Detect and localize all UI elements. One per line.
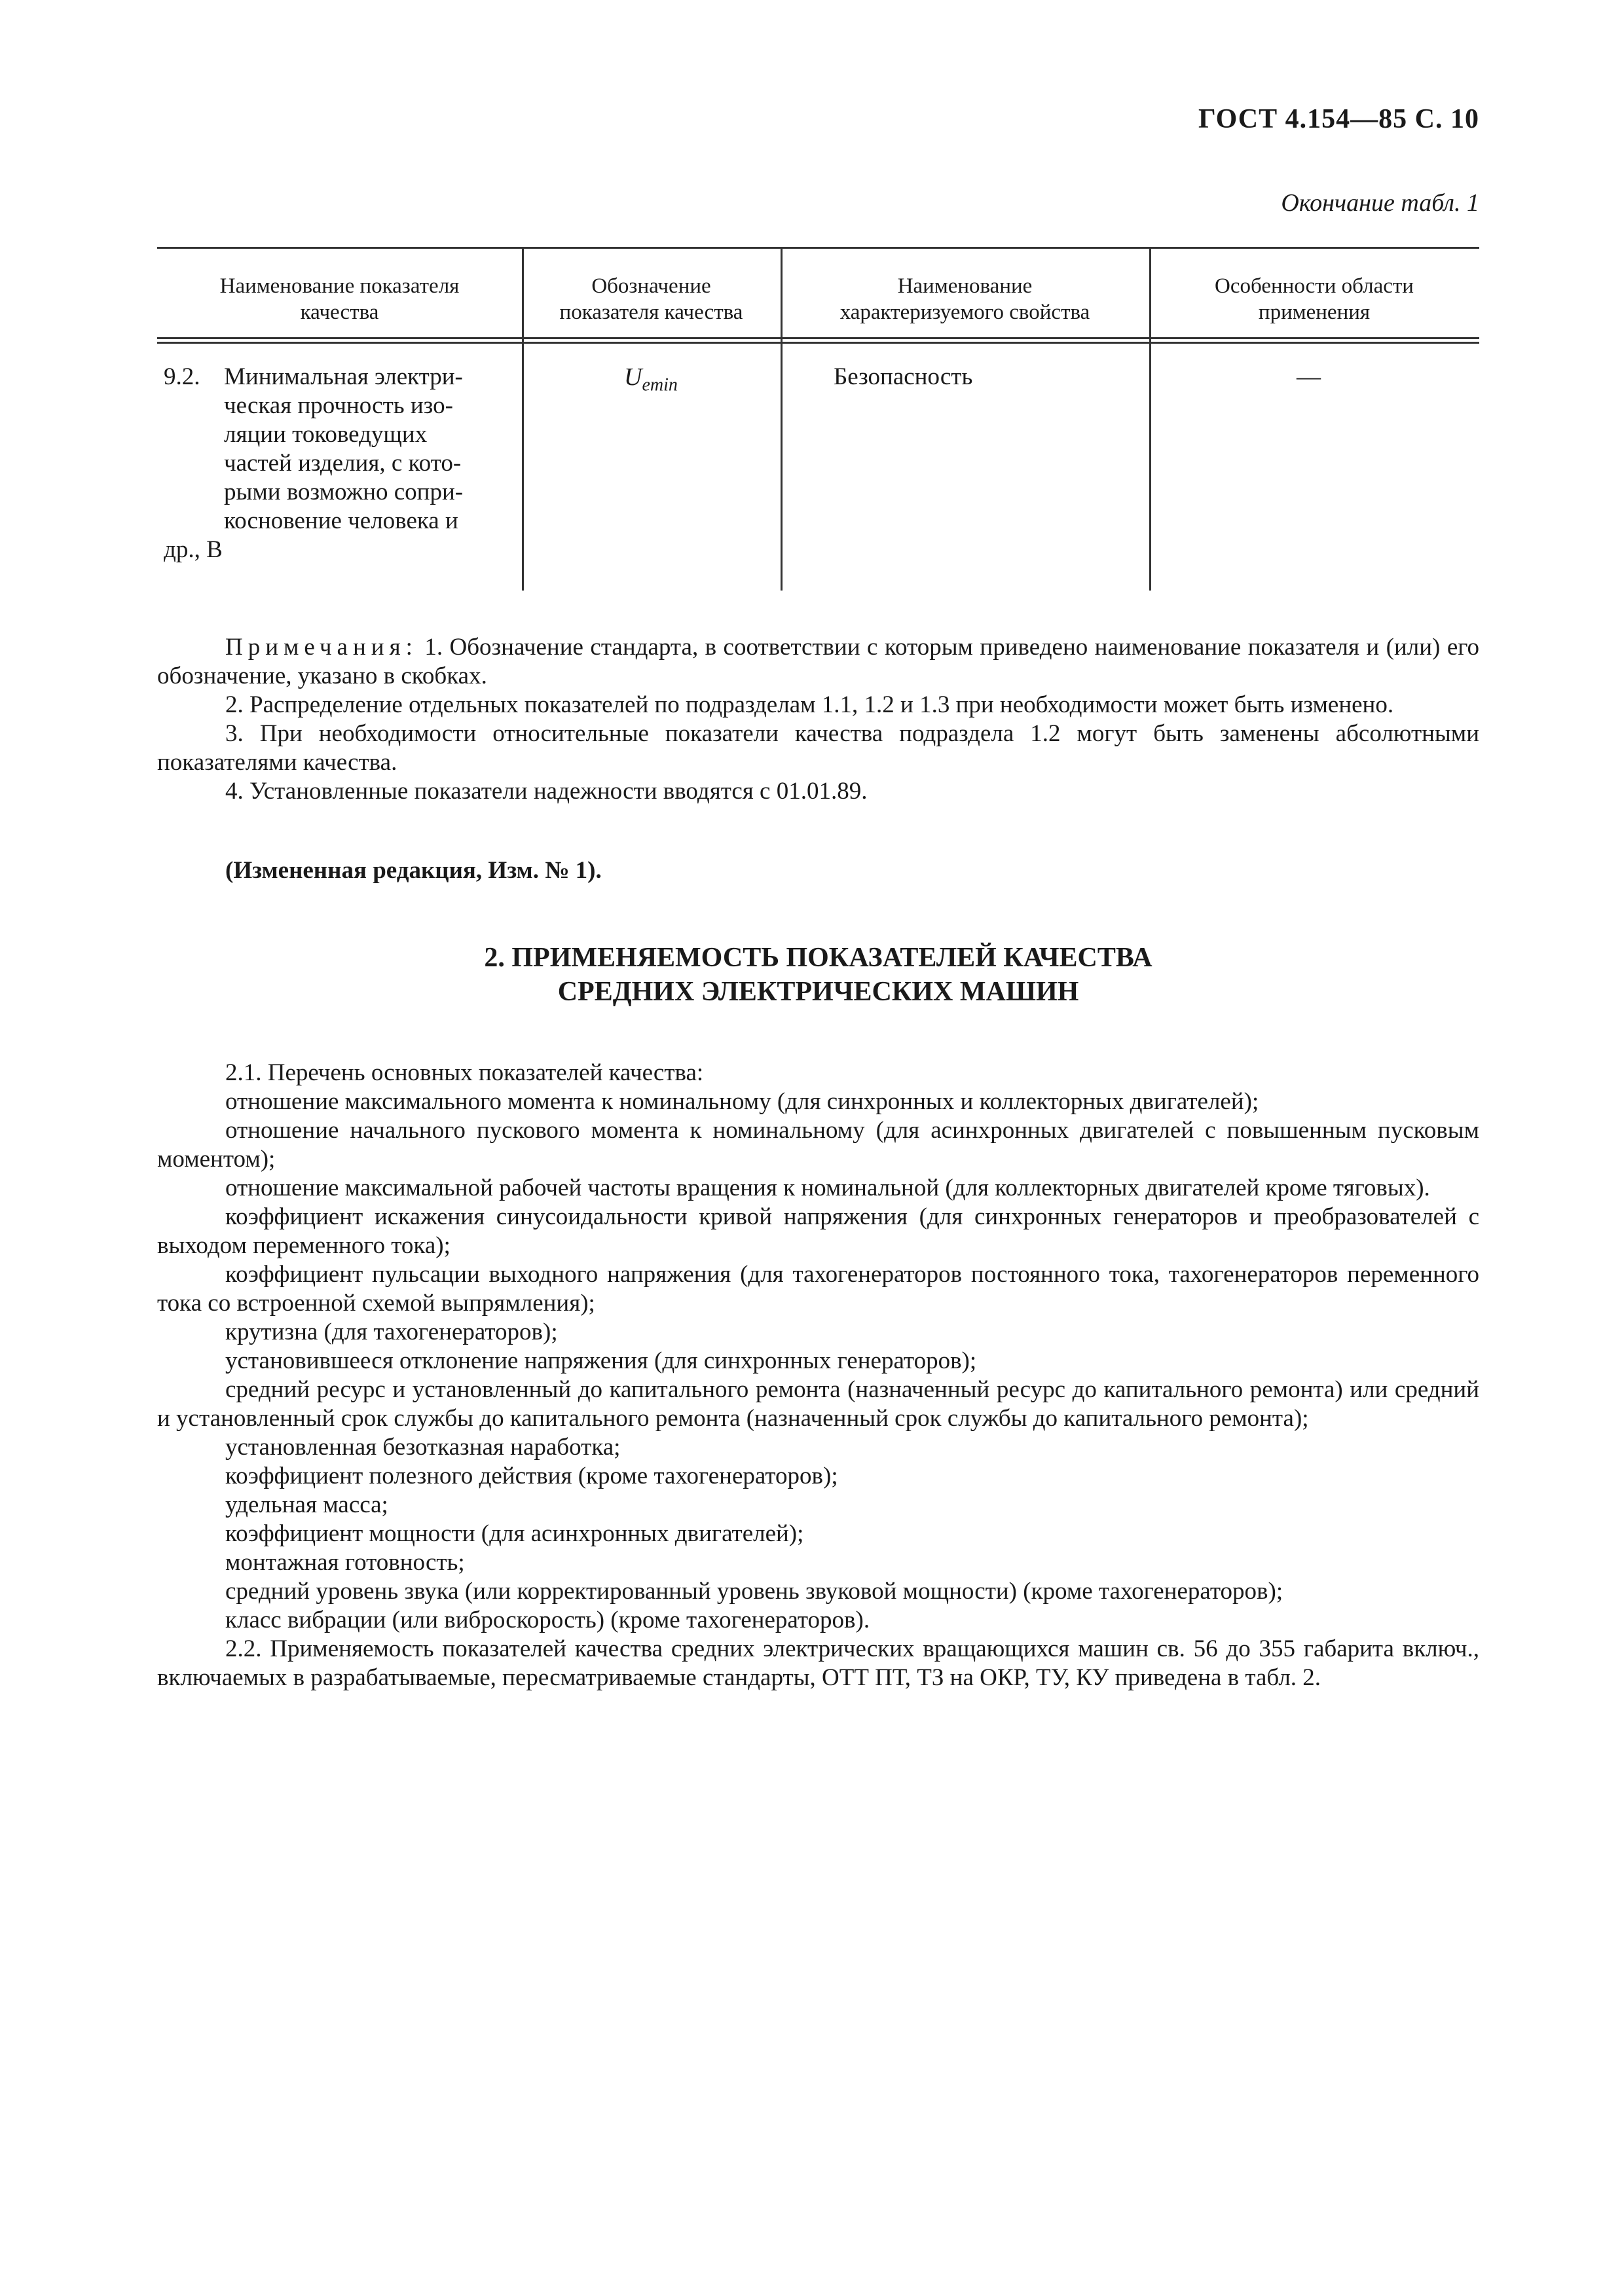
list-item: удельная масса; bbox=[225, 1491, 388, 1518]
column-header-symbol: Обозначение показателя качества bbox=[559, 274, 743, 324]
note-1: Примечания: 1. Обозначение стандарта, в соответствии с которым приведено наименование показателя и (или) его обозначение, указано в скобках. bbox=[157, 634, 1479, 689]
row-name: Минимальная электри- ческая прочность изо- ляции токоведущих частей изделия, с кото- рыми возможно сопри- косновение человека и др., В bbox=[164, 363, 464, 563]
section-body bbox=[157, 1059, 1479, 1692]
paragraph-2-1: 2.1. Перечень основных показателей качества: bbox=[225, 1059, 704, 1086]
list-item: коэффициент мощности (для асинхронных двигателей); bbox=[225, 1520, 804, 1547]
header-rule-2 bbox=[157, 342, 1479, 344]
notes bbox=[157, 633, 1479, 806]
quality-table bbox=[157, 247, 1479, 591]
list-item: средний уровень звука (или корректированный уровень звуковой мощности) (кроме тахогенераторов); bbox=[225, 1578, 1283, 1605]
row-symbol: $U_{emin}$ bbox=[624, 363, 678, 395]
row-number: 9.2. bbox=[164, 363, 200, 390]
note-2: 2. Распределение отдельных показателей по подразделам 1.1, 1.2 и 1.3 при необходимости может быть изменено. bbox=[225, 691, 1394, 718]
list-item: монтажная готовность; bbox=[225, 1549, 465, 1576]
list-item: коэффициент пульсации выходного напряжения (для тахогенераторов постоянного тока, тахогенераторов переменного тока со встроенной схемой выпрямления); bbox=[157, 1261, 1479, 1317]
list-item: средний ресурс и установленный до капитального ремонта (назначенный ресурс до капитального ремонта) или средний и установленный срок службы до капитального ремонта (назначенный срок службы до капитального ремонта); bbox=[157, 1376, 1479, 1432]
column-header-property: Наименование характеризуемого свойства bbox=[839, 274, 1090, 324]
list-item: установившееся отклонение напряжения (для синхронных генераторов); bbox=[225, 1347, 977, 1374]
amendment-note: (Измененная редакция, Изм. № 1). bbox=[225, 857, 602, 884]
section-title: 2. ПРИМЕНЯЕМОСТЬ ПОКАЗАТЕЛЕЙ КАЧЕСТВА СРЕДНИХ ЭЛЕКТРИЧЕСКИХ МАШИН bbox=[484, 943, 1152, 1007]
row-application: — bbox=[1297, 363, 1321, 390]
header-rule-1 bbox=[157, 337, 1479, 339]
list-item: коэффициент полезного действия (кроме тахогенераторов); bbox=[225, 1463, 838, 1489]
note-3: 3. При необходимости относительные показатели качества подраздела 1.2 могут быть заменены абсолютными показателями качества. bbox=[157, 720, 1479, 776]
table-caption: Окончание табл. 1 bbox=[1281, 189, 1479, 217]
list-item: отношение максимальной рабочей частоты вращения к номинальной (для коллекторных двигателей кроме тяговых). bbox=[225, 1175, 1430, 1201]
column-header-name: Наименование показателя качества bbox=[219, 274, 460, 324]
row-property: Безопасность bbox=[834, 363, 973, 390]
list-item: отношение максимального момента к номинальному (для синхронных и коллекторных двигателей); bbox=[225, 1088, 1259, 1115]
page-header: ГОСТ 4.154—85 С. 10 bbox=[1198, 104, 1479, 134]
column-header-application: Особенности области применения bbox=[1215, 274, 1414, 324]
paragraph-2-2: 2.2. Применяемость показателей качества средних электрических вращающихся машин св. 56 до 355 габарита включ., включаемых в разрабатываемые, пересматриваемые стандарты, ОТТ ПТ, ТЗ на ОКР, ТУ, КУ приведена в табл. 2. bbox=[157, 1635, 1479, 1691]
list-item: крутизна (для тахогенераторов); bbox=[225, 1319, 558, 1345]
list-item: установленная безотказная наработка; bbox=[225, 1434, 621, 1461]
note-4: 4. Установленные показатели надежности вводятся с 01.01.89. bbox=[225, 778, 868, 805]
list-item: коэффициент искажения синусоидальности кривой напряжения (для синхронных генераторов и преобразователей с выходом переменного тока); bbox=[157, 1203, 1479, 1259]
list-item: отношение начального пускового момента к номинальному (для асинхронных двигателей с повышенным пусковым моментом); bbox=[157, 1117, 1479, 1173]
list-item: класс вибрации (или виброскорость) (кроме тахогенераторов). bbox=[225, 1607, 870, 1633]
table-top-rule bbox=[157, 247, 1479, 249]
